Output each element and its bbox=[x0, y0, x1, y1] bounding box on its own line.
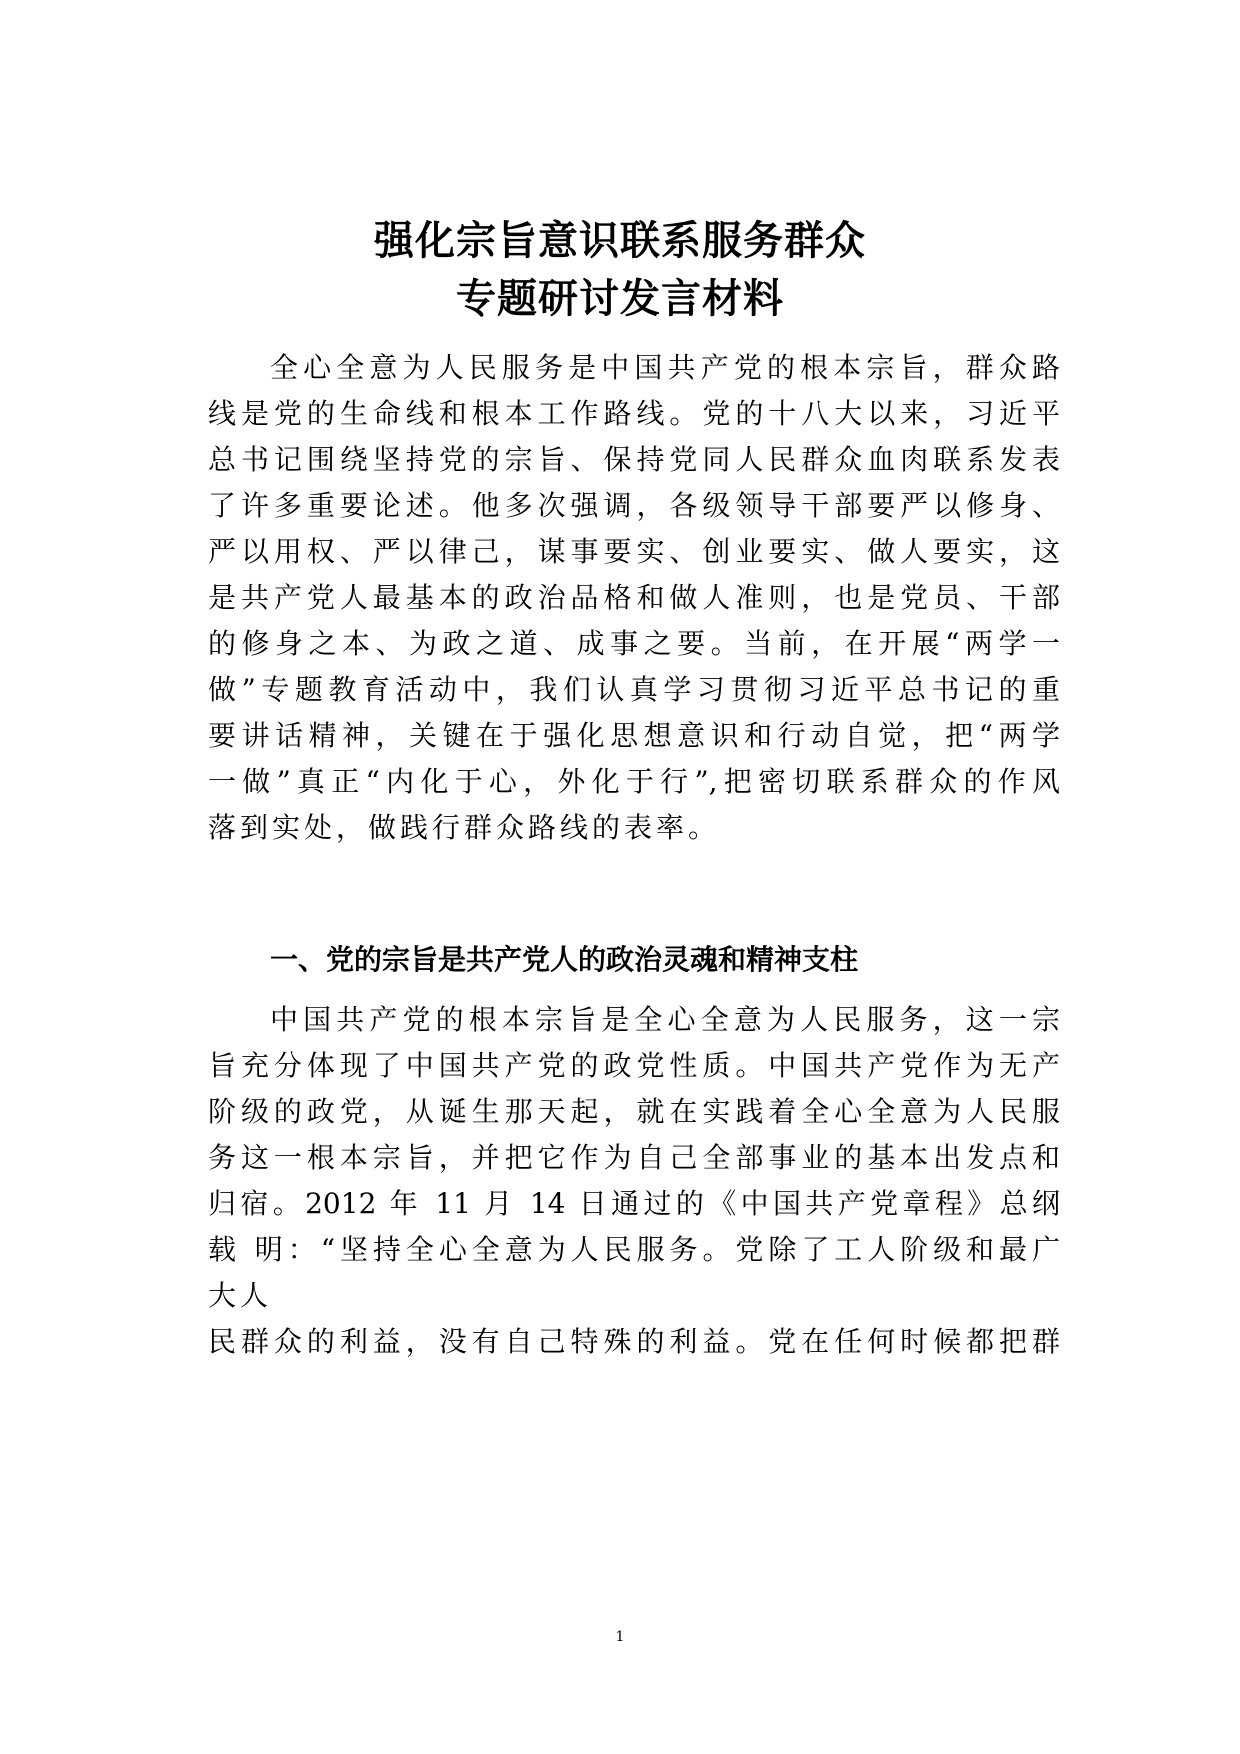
section-line-7: 大人 bbox=[208, 1279, 273, 1312]
title-line-2: 专题研讨发言材料 bbox=[456, 276, 784, 322]
page-number: 1 bbox=[615, 1629, 625, 1645]
intro-line-10: 一做”真正“内化于心，外化于行”,把密切联系群众的作风 bbox=[208, 765, 1060, 798]
section-heading: 一、党的宗旨是共产党人的政治灵魂和精神支柱 bbox=[270, 943, 859, 976]
intro-line-8: 做”专题教育活动中，我们认真学习贯彻习近平总书记的重 bbox=[208, 673, 1060, 706]
intro-line-3: 总书记围绕坚持党的宗旨、保持党同人民群众血肉联系发表 bbox=[208, 443, 1060, 476]
section-line-2: 旨充分体现了中国共产党的政党性质。中国共产党作为无产 bbox=[208, 1049, 1060, 1082]
intro-line-1: 全心全意为人民服务是中国共产党的根本宗旨，群众路 bbox=[270, 351, 1060, 384]
section-line-5: 归宿。2012 年 11 月 14 日通过的《中国共产党章程》总纲 bbox=[208, 1187, 1060, 1220]
intro-line-7: 的修身之本、为政之道、成事之要。当前，在开展“两学一 bbox=[208, 627, 1060, 660]
intro-line-5: 严以用权、严以律己，谋事要实、创业要实、做人要实，这 bbox=[208, 535, 1060, 568]
section-line-8: 民群众的利益，没有自己特殊的利益。党在任何时候都把群 bbox=[208, 1325, 1060, 1358]
section-line-3: 阶级的政党，从诞生那天起，就在实践着全心全意为人民服 bbox=[208, 1095, 1060, 1128]
section-line-6: 载 明：“坚持全心全意为人民服务。党除了工人阶级和最广 bbox=[208, 1233, 1060, 1266]
section-line-4: 务这一根本宗旨，并把它作为自己全部事业的基本出发点和 bbox=[208, 1141, 1060, 1174]
intro-line-9: 要讲话精神，关键在于强化思想意识和行动自觉，把“两学 bbox=[208, 719, 1060, 752]
intro-line-11: 落到实处，做践行群众路线的表率。 bbox=[208, 811, 721, 844]
intro-line-4: 了许多重要论述。他多次强调，各级领导干部要严以修身、 bbox=[208, 489, 1060, 522]
section-line-1: 中国共产党的根本宗旨是全心全意为人民服务，这一宗 bbox=[270, 1003, 1060, 1036]
document-title bbox=[200, 212, 1040, 328]
intro-line-6: 是共产党人最基本的政治品格和做人准则，也是党员、干部 bbox=[208, 581, 1060, 614]
intro-line-2: 线是党的生命线和根本工作路线。党的十八大以来，习近平 bbox=[208, 397, 1060, 430]
title-line-1: 强化宗旨意识联系服务群众 bbox=[374, 218, 866, 264]
